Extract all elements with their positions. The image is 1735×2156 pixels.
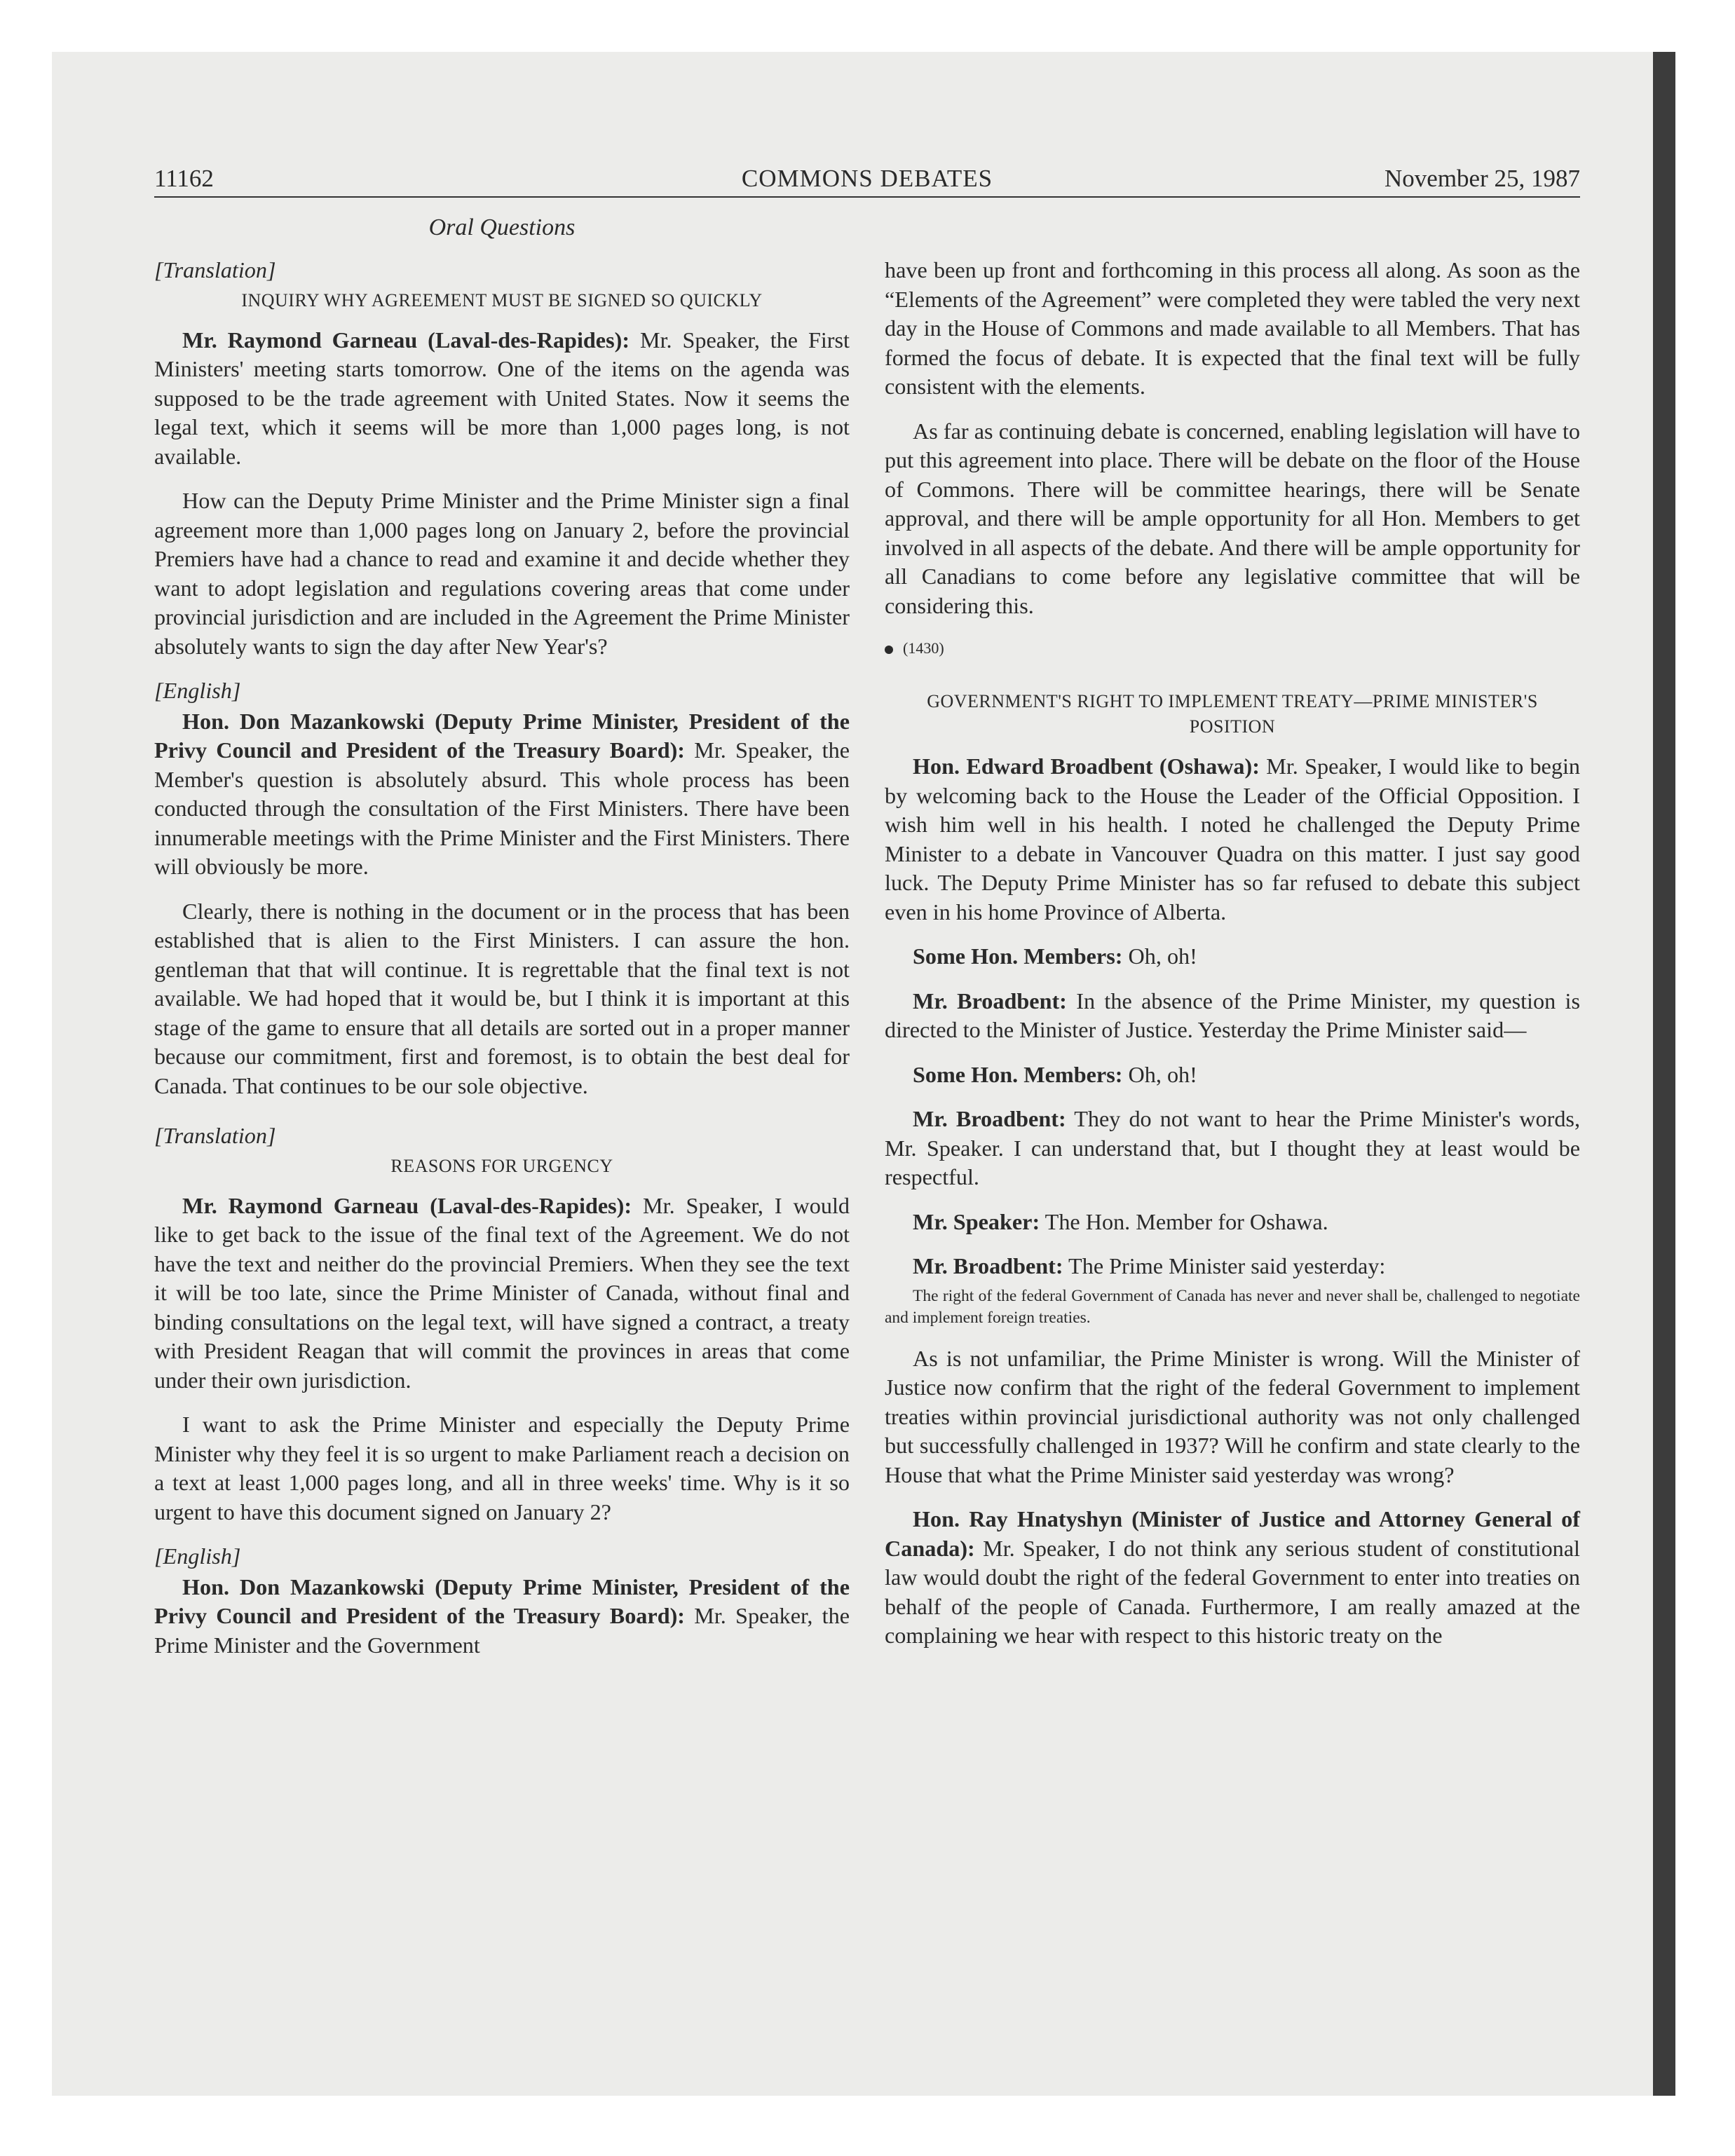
paragraph: Mr. Broadbent: They do not want to hear the Prime Minister's words, Mr. Speaker. I can understand that, but I thought they at least would be respectful. xyxy=(885,1106,1580,1189)
header-rule xyxy=(154,196,1580,198)
paragraph: Hon. Ray Hnatyshyn (Minister of Justice and Attorney General of Canada): Mr. Speaker, I do not think any serious student of constitutional law would doubt the right of the federal Government to enter into treaties on behalf of the people of Canada. Furthermore, I am really amazed at the complaining we hear with respect to this historic treaty on the xyxy=(885,1506,1580,1648)
speaker-name: Hon. Edward Broadbent (Oshawa): xyxy=(913,753,1260,779)
paragraph: As far as continuing debate is concerned, enabling legislation will have to put this agreement into place. There will be debate on the floor of the House of Commons. There will be committee hearings, there will be Senate approval, and there will be ample opportunity for all Hon. Members to get involved in all aspects of the debate. And there will be ample opportunity for all Canadians to come before any legislative committee that will be considering this. xyxy=(885,418,1580,618)
section-title: Oral Questions xyxy=(428,214,576,240)
paragraph: Mr. Raymond Garneau (Laval-des-Rapides): Mr. Speaker, the First Ministers' meeting starts tomorrow. One of the items on the agenda was supposed to be the trade agreement with United States. Now it seems the legal text, which it seems will be more than 1,000 pages long, is not available. xyxy=(154,327,850,469)
paragraph: I want to ask the Prime Minister and especially the Deputy Prime Minister why they feel it is so urgent to make Parliament reach a decision on a text at least 1,000 pages long, and all in three weeks' time. Why is it so urgent to have this document signed on January 2? xyxy=(154,1412,850,1524)
language-note: [Translation] xyxy=(154,1123,276,1148)
speaker-name: Mr. Raymond Garneau (Laval-des-Rapides): xyxy=(182,327,630,353)
paragraph: Some Hon. Members: Oh, oh! xyxy=(913,1061,1197,1087)
speaker-name: Mr. Raymond Garneau (Laval-des-Rapides): xyxy=(182,1192,632,1218)
page-header xyxy=(154,161,1580,196)
paragraph: As is not unfamiliar, the Prime Minister is wrong. Will the Minister of Justice now confirm that the right of the federal Government to implement treaties within provincial jurisdictional authority was not only challenged but successfully challenged in 1937? Will he confirm and state clearly to the House that what the Prime Minister said yesterday was wrong? xyxy=(885,1345,1580,1487)
paragraph: Some Hon. Members: Oh, oh! xyxy=(913,943,1197,969)
speaker-name: Mr. Speaker: xyxy=(913,1208,1040,1234)
speaker-name: Mr. Broadbent: xyxy=(913,1106,1066,1131)
question-heading: REASONS FOR URGENCY xyxy=(390,1155,613,1176)
paragraph: How can the Deputy Prime Minister and the Prime Minister sign a final agreement more than 1,000 pages long on January 2, before the provincial Premiers have had a chance to read and examine it and decide whether they want to adopt legislation and regulations covering areas that come under provincial jurisdiction and are included in the Agreement the Prime Minister absolutely wants to sign the day after New Year's? xyxy=(154,488,850,659)
speaker-name: Hon. Don Mazankowski (Deputy Prime Minister, President of the Privy Council and President of the Treasury Board): xyxy=(154,708,850,763)
language-note: [Translation] xyxy=(154,257,276,282)
bullet-icon xyxy=(885,646,893,654)
paragraph: Mr. Broadbent: The Prime Minister said yesterday: xyxy=(913,1253,1386,1278)
left-column xyxy=(154,256,850,1675)
paragraph: Clearly, there is nothing in the document or in the process that has been established that is alien to the First Ministers. I can assure the hon. gentleman that that will continue. It is regrettable that the final text is not available. We had hoped that it would be, but I think it is important at this stage of the game to ensure that all details are sorted out in a proper manner because our commitment, first and foremost, is to obtain the best deal for Canada. That continues to be our sole objective. xyxy=(154,898,850,1098)
speaker-name: Hon. Don Mazankowski (Deputy Prime Minister, President of the Privy Council and President of the Treasury Board): xyxy=(154,1574,850,1628)
block-quote: The right of the federal Government of Canada has never and never shall be, challenged to negotiate and implement foreign treaties. xyxy=(885,1286,1580,1327)
paragraph: Mr. Broadbent: In the absence of the Prime Minister, my question is directed to the Minister of Justice. Yesterday the Prime Minister said— xyxy=(885,988,1580,1042)
language-note: [English] xyxy=(154,678,241,703)
paragraph: Hon. Don Mazankowski (Deputy Prime Minister, President of the Privy Council and President of the Treasury Board): Mr. Speaker, the Member's question is absolutely absurd. This whole process has been conducted through the consultation of the First Ministers. There have been innumerable meetings with the Prime Minister and the First Ministers. There will obviously be more. xyxy=(154,708,850,879)
scan-edge-bar xyxy=(1653,52,1675,2096)
paragraph: Mr. Speaker: The Hon. Member for Oshawa. xyxy=(913,1208,1328,1234)
speaker-name: Some Hon. Members: xyxy=(913,1061,1123,1087)
paragraph: Mr. Raymond Garneau (Laval-des-Rapides): Mr. Speaker, I would like to get back to the issue of the final text of the Agreement. We do not have the text and neither do the provincial Premiers. When they see the text it will be too late, since the Prime Minister of Canada, without final and binding consultations on the legal text, will have signed a contract, a treaty with President Reagan that will commit the provinces in areas that come under their own jurisdiction. xyxy=(154,1192,850,1393)
speaker-name: Mr. Broadbent: xyxy=(913,988,1067,1014)
page-number: 11162 xyxy=(154,165,214,192)
paragraph: Hon. Edward Broadbent (Oshawa): Mr. Speaker, I would like to begin by welcoming back to the House the Leader of the Official Opposition. I wish him well in his health. I noted he challenged the Deputy Prime Minister to a debate in Vancouver Quadra on this matter. I just say good luck. The Deputy Prime Minister has so far refused to debate this subject even in his home Province of Alberta. xyxy=(885,753,1580,925)
question-heading: INQUIRY WHY AGREEMENT MUST BE SIGNED SO QUICKLY xyxy=(241,289,763,311)
speaker-name: Some Hon. Members: xyxy=(913,943,1123,969)
paragraph: Hon. Don Mazankowski (Deputy Prime Minister, President of the Privy Council and President of the Treasury Board): Mr. Speaker, the Prime Minister and the Government xyxy=(154,1574,850,1658)
paragraph: have been up front and forthcoming in this process all along. As soon as the “Elements of the Agreement” were completed they were tabled the very next day in the House of Commons and made available to all Members. That has formed the focus of debate. It is expected that the final text will be fully consistent with the elements. xyxy=(885,257,1580,399)
language-note: [English] xyxy=(154,1543,241,1569)
right-column xyxy=(885,256,1580,1666)
speaker-name: Hon. Ray Hnatyshyn (Minister of Justice and Attorney General of Canada): xyxy=(885,1506,1580,1561)
time-marker: (1430) xyxy=(885,636,1580,661)
speaker-name: Mr. Broadbent: xyxy=(913,1253,1063,1278)
question-heading: GOVERNMENT'S RIGHT TO IMPLEMENT TREATY—PRIME MINISTER'S POSITION xyxy=(927,691,1538,737)
publication-title: COMMONS DEBATES xyxy=(741,165,993,192)
page-date: November 25, 1987 xyxy=(1384,165,1580,192)
